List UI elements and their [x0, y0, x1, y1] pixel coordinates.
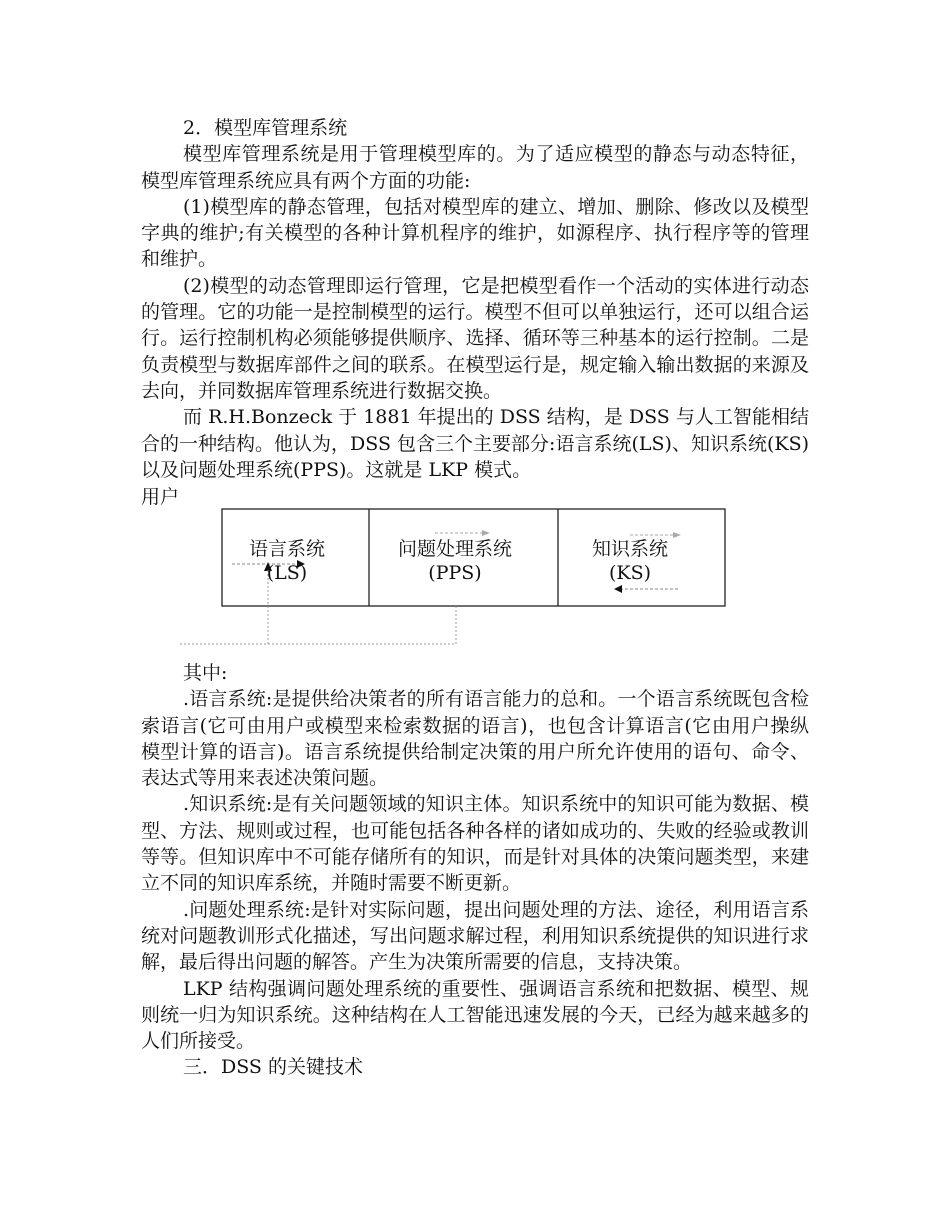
- box-abbr: (PPS): [428, 562, 482, 584]
- text-block-bottom: [141, 660, 809, 1081]
- where-label: 其中:: [183, 662, 228, 684]
- arrow-left-icon: [614, 585, 622, 593]
- section3-heading: 三．DSS 的关键技术: [183, 1056, 363, 1079]
- arrow-right-icon: [482, 530, 490, 536]
- section-heading: 2．模型库管理系统: [183, 117, 348, 139]
- box-name: 知识系统: [591, 538, 668, 560]
- pps-connector-line: [268, 606, 456, 644]
- paragraph-static-management: (1)模型库的静态管理，包括对模型库的建立、增加、删除、修改以及模型字典的维护;有关模型的各种计算机程序的维护，如源程序、执行程序等的管理和维护。: [141, 195, 809, 271]
- box-abbr: (KS): [608, 562, 652, 584]
- paragraph-bonzeck: 而 R.H.Bonzeck 于 1881 年提出的 DSS 结构，是 DSS 与人工智能相结合的一种结构。他认为，DSS 包含三个主要部分:语言系统(LS)、知识系统(KS)以及问题处理系统(PPS)。这就是 LKP 模式。: [141, 406, 809, 481]
- box-abbr: (LS): [266, 562, 308, 584]
- box-knowledge-system: [580, 537, 680, 585]
- paragraph-intro: 模型库管理系统是用于管理模型库的。为了适应模型的静态与动态特征，模型库管理系统应具有两个方面的功能:: [141, 143, 809, 192]
- item-problem-processing-system: .问题处理系统:是针对实际问题，提出问题处理的方法、途径，利用语言系统对问题教训形式化描述，写出问题求解过程，利用知识系统提供的知识进行求解，最后得出问题的解答。产生为决策所需要的信息，支持决策。: [141, 898, 809, 974]
- item-knowledge-system: .知识系统:是有关问题领域的知识主体。知识系统中的知识可能为数据、模型、方法、规则或过程，也可能包括各种各样的诸如成功的、失败的经验或教训等等。但知识库中不可能存储所有的知识，而是针对具体的决策问题类型，来建立不同的知识库系统，并随时需要不断更新。: [141, 793, 809, 895]
- item-language-system: .语言系统:是提供给决策者的所有语言能力的总和。一个语言系统既包含检索语言(它可由用户或模型来检索数据的语言)，也包含计算语言(它由用户操纵模型计算的语言)。语言系统提供给制定决策的用户所允许使用的语句、命令、表达式等用来表述决策问题。: [141, 688, 809, 790]
- box-name: 问题处理系统: [397, 538, 512, 560]
- box-name: 语言系统: [248, 538, 325, 560]
- user-label: 用户: [141, 486, 180, 508]
- paragraph-dynamic-management: (2)模型的动态管理即运行管理，它是把模型看作一个活动的实体进行动态的管理。它的功能一是控制模型的运行。模型不但可以单独运行，还可以组合运行。运行控制机构必须能够提供顺序、选择、循环等三种基本的运行控制。二是负责模型与数据库部件之间的联系。在模型运行是，规定输入输出数据的来源及去向，并同数据库管理系统进行数据交换。: [141, 274, 809, 402]
- paragraph-lkp: LKP 结构强调问题处理系统的重要性、强调语言系统和把数据、模型、规则统一归为知识系统。这种结构在人工智能迅速发展的今天，已经为越来越多的人们所接受。: [141, 977, 809, 1053]
- box-problem-processing-system: [383, 537, 527, 585]
- box-language-system: [236, 537, 338, 585]
